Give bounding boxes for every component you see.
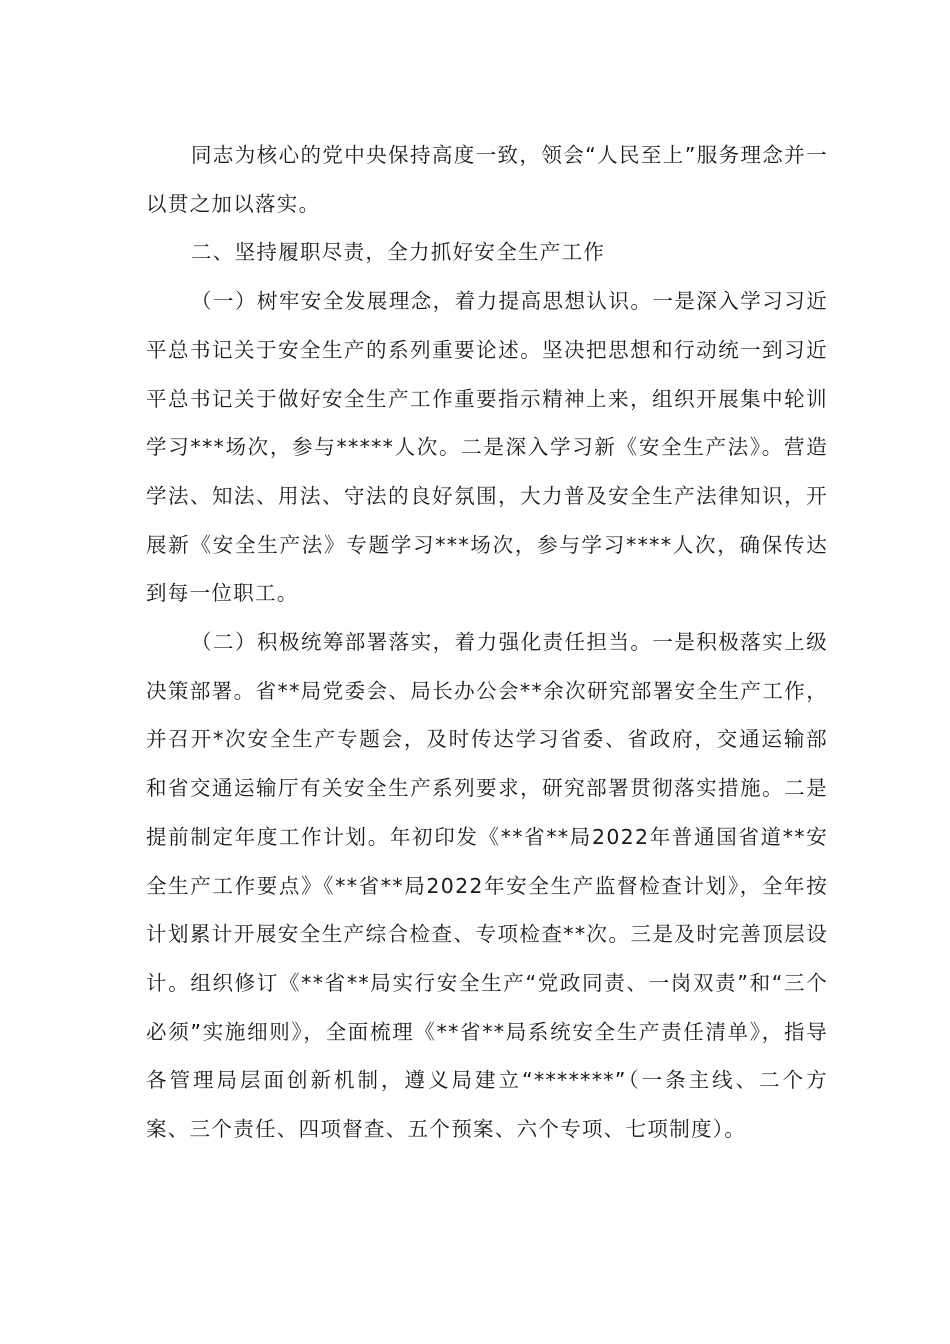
document-body	[146, 131, 828, 1154]
paragraph-subsection-1: （一）树牢安全发展理念，着力提高思想认识。一是深入学习习近平总书记关于安全生产的系列重要论述。坚决把思想和行动统一到习近平总书记关于做好安全生产工作重要指示精神上来，组织开展集中轮训学习***场次，参与*****人次。二是深入学习新《安全生产法》。营造学法、知法、用法、守法的良好氛围，大力普及安全生产法律知识，开展新《安全生产法》专题学习***场次，参与学习****人次，确保传达到每一位职工。	[146, 289, 828, 606]
section-heading: 二、坚持履职尽责，全力抓好安全生产工作	[191, 240, 606, 265]
paragraph-continuation: 同志为核心的党中央保持高度一致，领会“人民至上”服务理念并一以贯之加以落实。	[146, 143, 828, 216]
paragraph-subsection-2: （二）积极统筹部署落实，着力强化责任担当。一是积极落实上级决策部署。省**局党委会、局长办公会**余次研究部署安全生产工作，并召开*次安全生产专题会，及时传达学习省委、省政府，交通运输部和省交通运输厅有关安全生产系列要求，研究部署贯彻落实措施。二是提前制定年度工作计划。年初印发《**省**局2022年普通国省道**安全生产工作要点》《**省**局2022年安全生产监督检查计划》，全年按计划累计开展安全生产综合检查、专项检查**次。三是及时完善顶层设计。组织修订《**省**局实行安全生产“党政同责、一岗双责”和“三个必须”实施细则》，全面梳理《**省**局系统安全生产责任清单》，指导各管理局层面创新机制，遵义局建立“*******”（一条主线、二个方案、三个责任、四项督查、五个预案、六个专项、七项制度）。	[146, 630, 828, 1142]
